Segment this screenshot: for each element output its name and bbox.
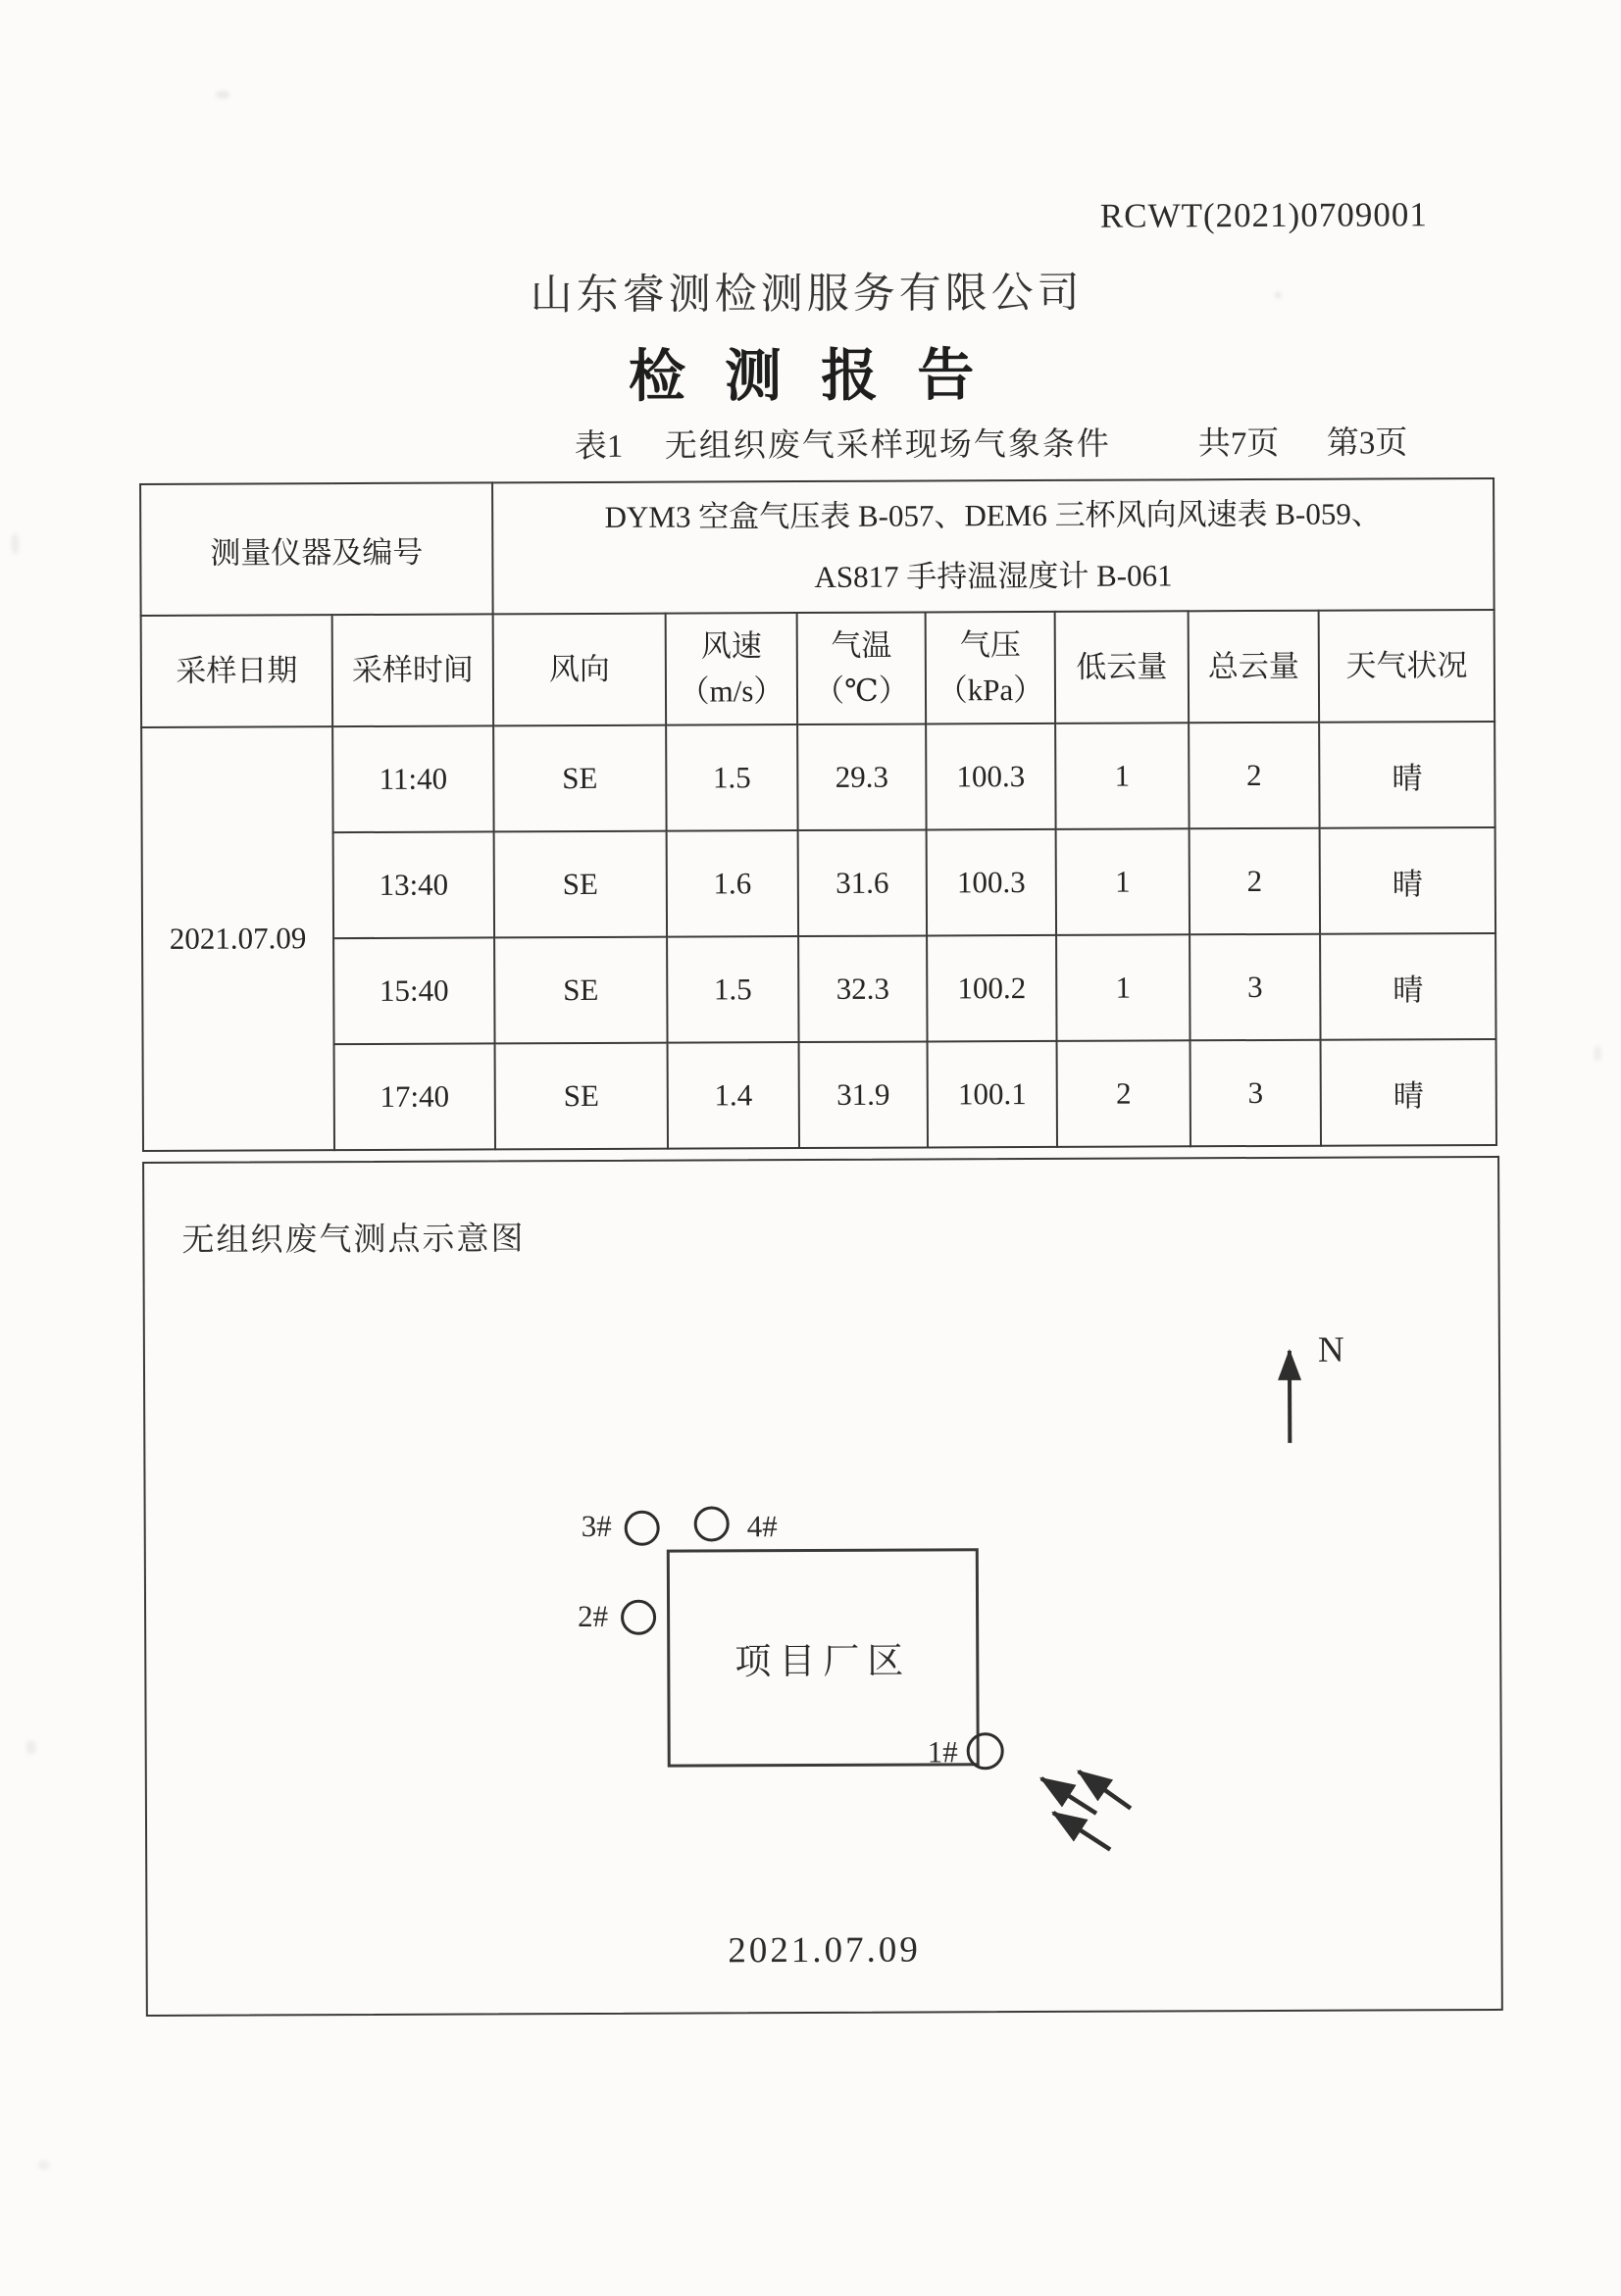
header-weather: 天气状况 xyxy=(1319,610,1495,723)
caption-table-label: 表1 xyxy=(575,421,624,467)
caption-page-number: 第3页 xyxy=(1327,417,1408,463)
header-wind-speed: 风速 （m/s） xyxy=(666,613,797,725)
scan-speck xyxy=(216,91,229,99)
point-3-label: 3# xyxy=(582,1509,612,1544)
table-row xyxy=(142,933,1496,1045)
point-2-marker xyxy=(621,1600,656,1635)
time-cell: 11:40 xyxy=(332,725,493,832)
wind-direction-cell: SE xyxy=(493,725,666,832)
pressure-cell: 100.3 xyxy=(926,724,1055,830)
temperature-cell: 32.3 xyxy=(798,935,927,1042)
wind-speed-cell: 1.6 xyxy=(667,830,798,937)
diagram-title: 无组织废气测点示意图 xyxy=(181,1213,525,1261)
time-cell: 17:40 xyxy=(334,1043,495,1150)
scan-speck xyxy=(1275,292,1281,298)
total-cloud-cell: 3 xyxy=(1190,934,1320,1041)
time-cell: 15:40 xyxy=(333,937,494,1044)
point-2-label: 2# xyxy=(578,1599,608,1634)
wind-direction-cell: SE xyxy=(495,1043,668,1150)
total-cloud-cell: 2 xyxy=(1189,723,1319,829)
pressure-cell: 100.2 xyxy=(927,935,1056,1042)
weather-conditions-table xyxy=(139,477,1497,1152)
table-row xyxy=(142,827,1496,939)
sampling-points-diagram-panel xyxy=(142,1156,1503,2017)
point-3-marker xyxy=(625,1511,660,1546)
temperature-cell: 29.3 xyxy=(797,724,926,830)
instrument-line-1: DYM3 空盒气压表 B-057、DEM6 三杯风向风速表 B-059、 xyxy=(493,483,1493,548)
table-caption xyxy=(0,0,1616,4)
pressure-cell: 100.3 xyxy=(927,829,1056,936)
scan-speck xyxy=(11,533,19,555)
table-row xyxy=(143,1039,1497,1151)
header-temperature: 气温 （℃） xyxy=(797,612,926,724)
wind-direction-arrows xyxy=(1041,1772,1131,1850)
temperature-cell: 31.6 xyxy=(798,829,927,936)
header-sampling-date: 采样日期 xyxy=(141,615,332,727)
low-cloud-cell: 1 xyxy=(1056,934,1190,1041)
header-low-cloud: 低云量 xyxy=(1055,611,1189,724)
company-name: 山东睿测检测服务有限公司 xyxy=(0,257,1617,324)
report-number: RCWT(2021)0709001 xyxy=(1100,195,1428,235)
pressure-cell: 100.1 xyxy=(928,1041,1057,1148)
header-sampling-time: 采样时间 xyxy=(332,614,493,726)
weather-cell: 晴 xyxy=(1320,827,1496,934)
instrument-value-cell xyxy=(492,478,1494,614)
factory-area-label: 项目厂区 xyxy=(735,1631,911,1685)
low-cloud-cell: 2 xyxy=(1057,1040,1190,1147)
header-wind-direction: 风向 xyxy=(493,614,666,726)
scan-speck xyxy=(38,2160,50,2170)
point-1-label: 1# xyxy=(928,1734,958,1770)
wind-direction-cell: SE xyxy=(494,831,667,938)
total-cloud-cell: 2 xyxy=(1190,828,1320,935)
table-row xyxy=(141,722,1495,833)
sampling-date-cell: 2021.07.09 xyxy=(141,726,334,1151)
wind-speed-cell: 1.4 xyxy=(668,1042,799,1149)
weather-cell: 晴 xyxy=(1321,1039,1497,1146)
wind-speed-cell: 1.5 xyxy=(666,724,797,831)
header-total-cloud: 总云量 xyxy=(1189,611,1319,724)
temperature-cell: 31.9 xyxy=(799,1041,928,1148)
wind-direction-cell: SE xyxy=(494,937,667,1044)
point-4-label: 4# xyxy=(747,1509,778,1544)
weather-cell: 晴 xyxy=(1320,933,1496,1040)
point-4-marker xyxy=(694,1506,730,1541)
caption-total-pages: 共7页 xyxy=(1198,418,1280,464)
instrument-label-cell: 测量仪器及编号 xyxy=(140,482,493,616)
time-cell: 13:40 xyxy=(333,831,494,938)
wind-speed-cell: 1.5 xyxy=(667,936,798,1043)
north-label: N xyxy=(1318,1329,1344,1372)
instrument-line-2: AS817 手持温湿度计 B-061 xyxy=(493,544,1493,609)
weather-cell: 晴 xyxy=(1319,722,1495,828)
scan-speck xyxy=(26,1740,36,1754)
report-title: 检 测 报 告 xyxy=(0,325,1618,415)
low-cloud-cell: 1 xyxy=(1055,723,1189,829)
total-cloud-cell: 3 xyxy=(1190,1040,1321,1147)
header-pressure: 气压 （kPa） xyxy=(926,612,1055,724)
point-1-marker xyxy=(967,1732,1004,1770)
caption-title: 无组织废气采样现场气象条件 xyxy=(665,419,1111,467)
scan-speck xyxy=(1595,1045,1601,1061)
low-cloud-cell: 1 xyxy=(1056,828,1190,935)
diagram-date: 2021.07.09 xyxy=(147,1926,1500,1974)
